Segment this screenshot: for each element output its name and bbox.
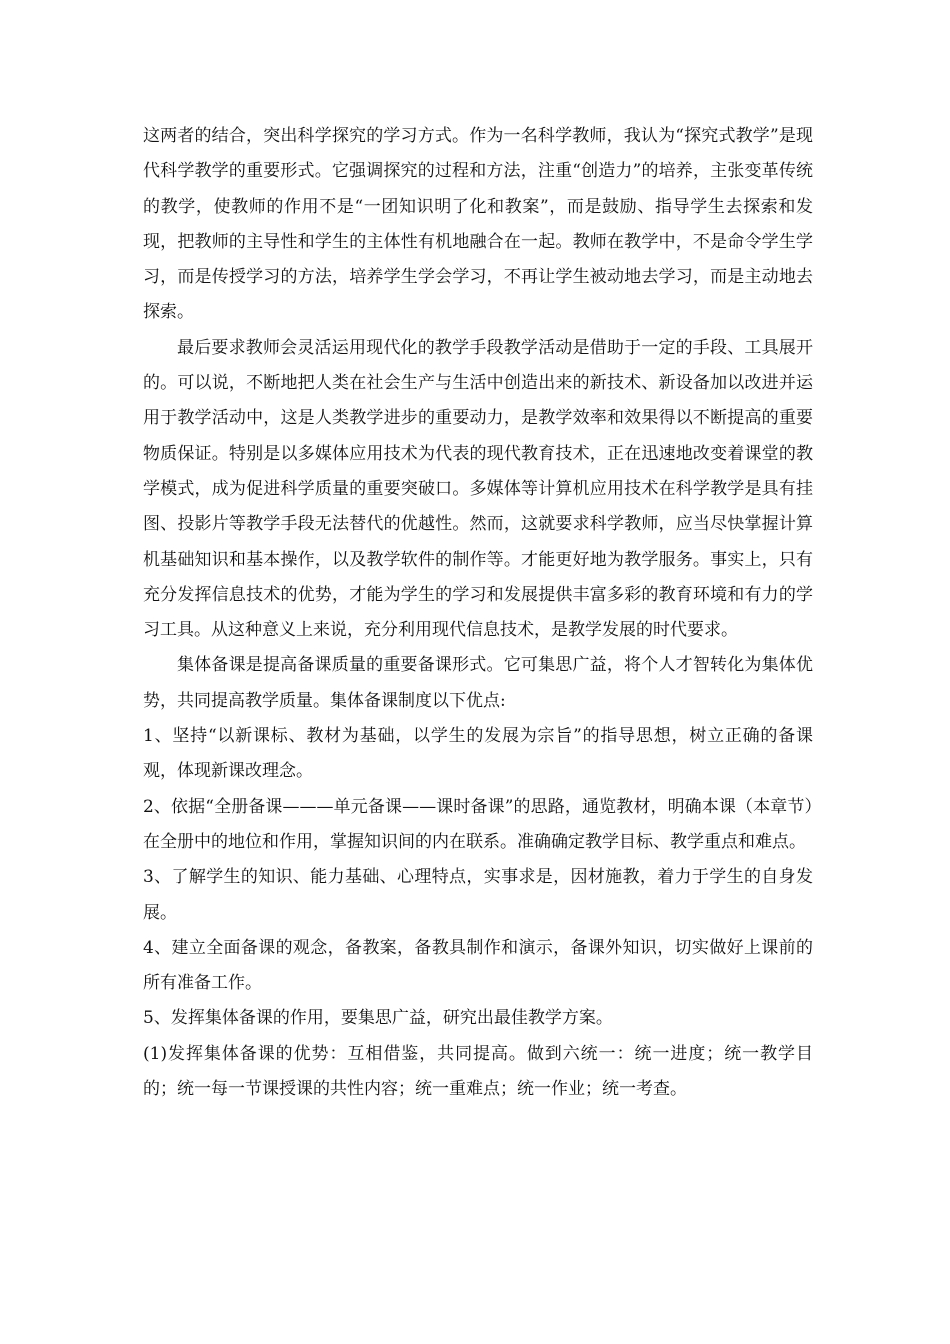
list-item-4: 4、建立全面备课的观念，备教案，备教具制作和演示，备课外知识，切实做好上课前的所有准备工作。 bbox=[143, 937, 813, 994]
paragraph-collective-lesson-prep: 集体备课是提高备课质量的重要备课形式。它可集思广益，将个人才智转化为集体优势，共同提高教学质量。集体备课制度以下优点: bbox=[143, 655, 813, 711]
document-body bbox=[143, 119, 813, 1107]
list-item-2: 2、依据“全册备课———单元备课——课时备课”的思路，通览教材，明确本课（本章节）在全册中的地位和作用，掌握知识间的内在联系。准确确定教学目标、教学重点和难点。 bbox=[143, 796, 813, 852]
paragraph-modern-teaching-means: 最后要求教师会灵活运用现代化的教学手段教学活动是借助于一定的手段、工具展开的。可以说，不断地把人类在社会生产与生活中创造出来的新技术、新设备加以改进并运用于教学活动中，这是人类教学进步的重要动力，是教学效率和效果得以不断提高的重要物质保证。特别是以多媒体应用技术为代表的现代教育技术，正在迅速地改变着课堂的教学模式，成为促进科学质量的重要突破口。多媒体等计算机应用技术在科学教学是具有挂图、投影片等教学手段无法替代的优越性。然而，这就要求科学教师，应当尽快掌握计算机基础知识和基本操作，以及教学软件的制作等。才能更好地为教学服务。事实上，只有充分发挥信息技术的优势，才能为学生的学习和发展提供丰富多彩的教育环境和有力的学习工具。从这种意义上来说，充分利用现代信息技术，是教学发展的时代要求。 bbox=[143, 337, 813, 641]
sub-item-1: (1)发挥集体备课的优势：互相借鉴，共同提高。做到六统一：统一进度；统一教学目的；统一每一节课授课的共性内容；统一重难点；统一作业；统一考查。 bbox=[143, 1043, 813, 1100]
list-item-5: 5、发挥集体备课的作用，要集思广益，研究出最佳教学方案。 bbox=[143, 1008, 613, 1029]
list-item-1: 1、坚持“以新课标、教材为基础，以学生的发展为宗旨”的指导思想，树立正确的备课观，体现新课改理念。 bbox=[143, 726, 813, 782]
paragraph-inquiry-teaching: 这两者的结合，突出科学探究的学习方式。作为一名科学教师，我认为“探究式教学”是现代科学教学的重要形式。它强调探究的过程和方法，注重“创造力”的培养，主张变革传统的教学，使教师的作用不是“一团知识明了化和教案”，而是鼓励、指导学生去探索和发现，把教师的主导性和学生的主体性有机地融合在一起。教师在教学中，不是命令学生学习，而是传授学习的方法，培养学生学会学习，不再让学生被动地去学习，而是主动地去探索。 bbox=[143, 126, 813, 323]
list-item-3: 3、了解学生的知识、能力基础、心理特点，实事求是，因材施教，着力于学生的自身发展。 bbox=[143, 867, 813, 923]
